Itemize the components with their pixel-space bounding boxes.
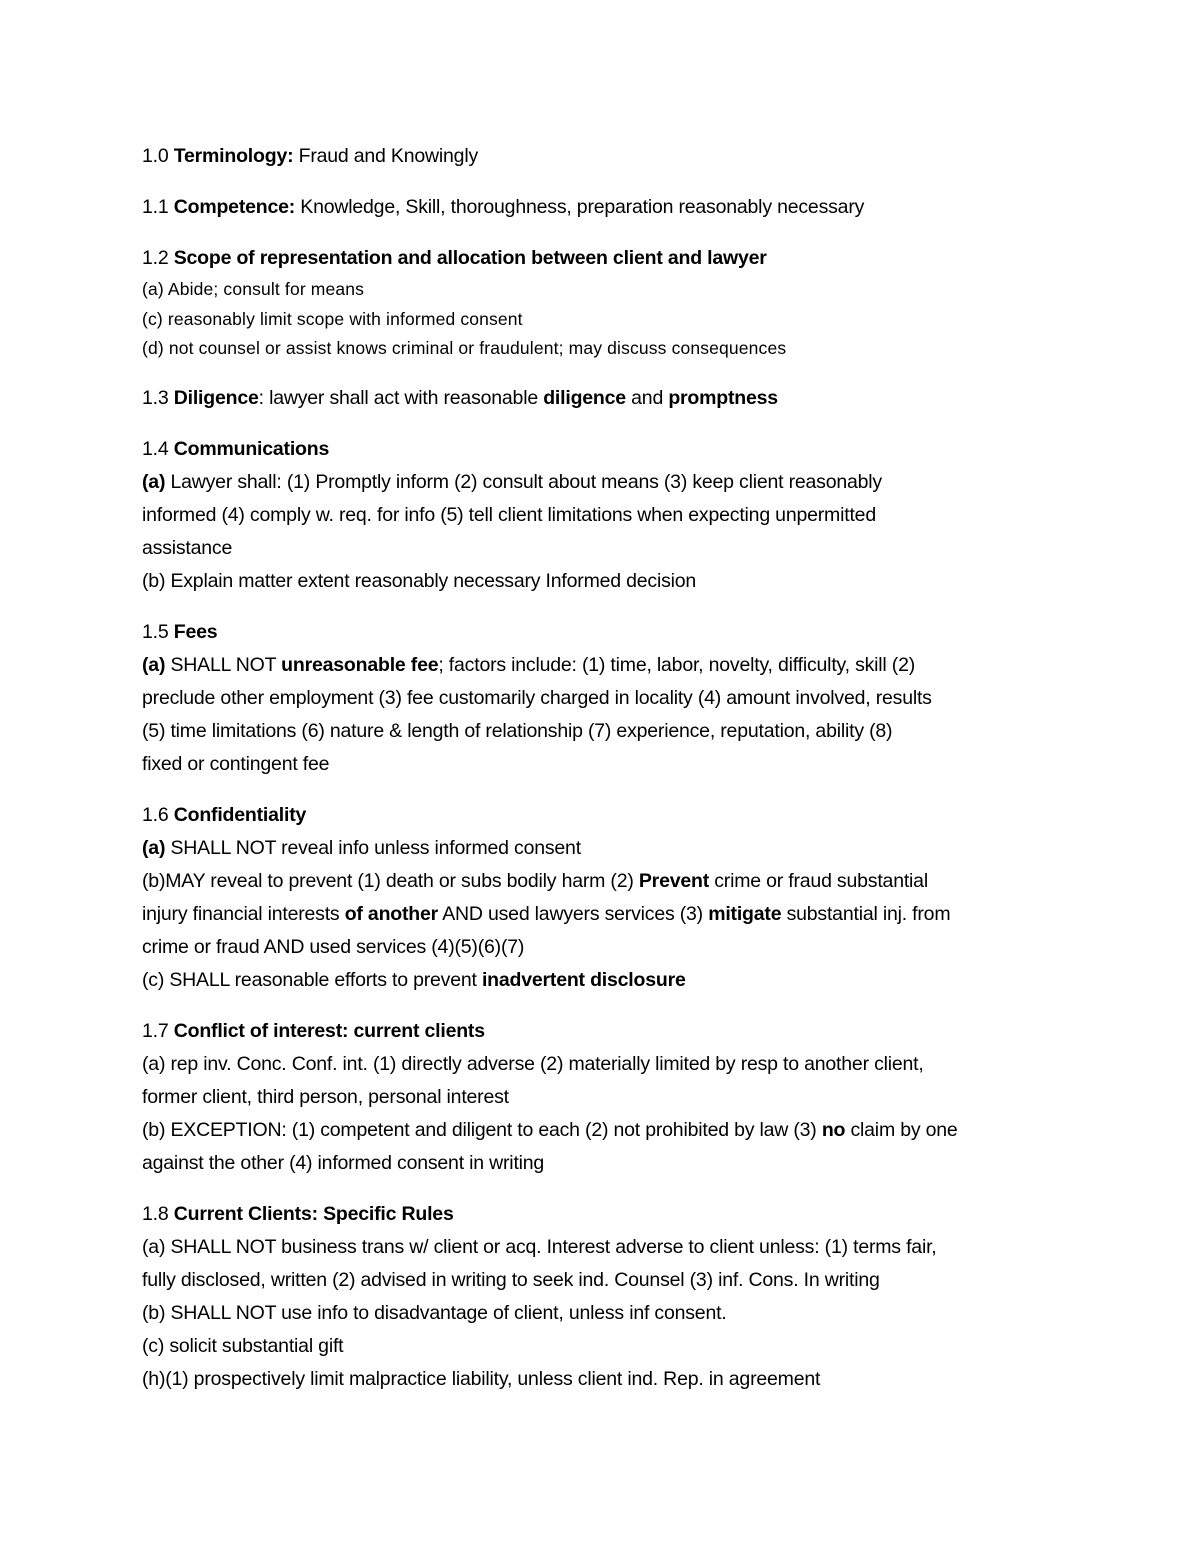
- rule-heading: [142, 1198, 1072, 1231]
- rule-line: assistance: [142, 536, 233, 559]
- section-current-clients-specific-rules: [142, 1198, 1072, 1396]
- rule-text: (b) EXCEPTION: (1) competent and diligent to each (2) not prohibited by law (3): [142, 1118, 822, 1141]
- rule-title: Conflict of interest: current clients: [173, 1019, 485, 1042]
- emphasis-text: promptness: [668, 386, 778, 409]
- rule-title: Current Clients: Specific Rules: [173, 1202, 454, 1225]
- rule-number: 1.4: [142, 437, 174, 460]
- rule-line: (c) solicit substantial gift: [142, 1334, 344, 1357]
- rule-number: 1.5: [142, 620, 174, 643]
- rule-number: 1.7: [142, 1019, 174, 1042]
- rule-line: (b) Explain matter extent reasonably necessary Informed decision: [142, 569, 697, 592]
- rule-line: (a) rep inv. Conc. Conf. int. (1) directly adverse (2) materially limited by resp to another client,: [142, 1052, 924, 1075]
- rule-text: Fraud and Knowingly: [293, 145, 479, 167]
- rule-title: Competence:: [173, 196, 296, 218]
- rule-number: 1.1: [142, 196, 174, 218]
- emphasis-text: diligence: [543, 386, 626, 409]
- rule-line: [142, 649, 1072, 682]
- rule-heading: [142, 433, 1072, 466]
- rule-heading: [142, 242, 1072, 275]
- rule-line: informed (4) comply w. req. for info (5) tell client limitations when expecting unpermitted: [142, 503, 876, 526]
- rule-title: Diligence: [173, 386, 259, 409]
- rule-text: ; factors include: (1) time, labor, novelty, difficulty, skill (2): [438, 653, 916, 676]
- rule-line: former client, third person, personal interest: [142, 1085, 509, 1108]
- section-diligence: [142, 382, 1072, 415]
- rule-line: [142, 832, 1072, 865]
- rule-line: (5) time limitations (6) nature & length of relationship (7) experience, reputation, ability (8): [142, 719, 893, 742]
- section-fees: [142, 616, 1072, 781]
- section-terminology: [142, 140, 1072, 173]
- section-scope: [142, 242, 1072, 364]
- rule-text: injury financial interests: [142, 902, 345, 925]
- rule-number: 1.8: [142, 1202, 174, 1225]
- rule-text: SHALL NOT: [165, 653, 282, 676]
- emphasis-text: no: [821, 1118, 846, 1141]
- rule-text: : lawyer shall act with reasonable: [258, 386, 544, 409]
- rule-line: fixed or contingent fee: [142, 752, 330, 775]
- sub-label: (a): [142, 653, 166, 676]
- rule-line: [142, 1114, 1072, 1147]
- section-conflict-of-interest: [142, 1015, 1072, 1180]
- rule-line: preclude other employment (3) fee customarily charged in locality (4) amount involved, results: [142, 686, 932, 709]
- rule-heading: [142, 1015, 1072, 1048]
- rule-text: (c) SHALL reasonable efforts to prevent: [142, 968, 482, 991]
- rule-text: claim by one: [845, 1118, 958, 1141]
- rule-text: SHALL NOT reveal info unless informed consent: [165, 836, 581, 859]
- sub-item: (d) not counsel or assist knows criminal or fraudulent; may discuss consequences: [142, 338, 787, 358]
- rule-title: Communications: [173, 437, 330, 460]
- rule-number: 1.0: [142, 145, 174, 167]
- rule-line: [142, 898, 1072, 931]
- rule-text: crime or fraud substantial: [709, 869, 928, 892]
- emphasis-text: unreasonable fee: [281, 653, 439, 676]
- rule-line: (a) SHALL NOT business trans w/ client or acq. Interest adverse to client unless: (1) terms fair,: [142, 1235, 937, 1258]
- rule-line: [142, 140, 1072, 173]
- rule-text: AND used lawyers services (3): [438, 902, 709, 925]
- rule-text: and: [625, 386, 669, 409]
- sub-item: (a) Abide; consult for means: [142, 279, 365, 299]
- rule-line: fully disclosed, written (2) advised in writing to seek ind. Counsel (3) inf. Cons. In writing: [142, 1268, 880, 1291]
- rule-text: substantial inj. from: [781, 902, 951, 925]
- emphasis-text: Prevent: [638, 869, 710, 892]
- rule-line: [142, 964, 1072, 997]
- section-confidentiality: [142, 799, 1072, 997]
- rule-heading: [142, 616, 1072, 649]
- rule-line: (b) SHALL NOT use info to disadvantage of client, unless inf consent.: [142, 1301, 727, 1324]
- rule-line: [142, 466, 1072, 499]
- rule-text: Knowledge, Skill, thoroughness, preparation reasonably necessary: [295, 196, 865, 218]
- emphasis-text: mitigate: [708, 902, 782, 925]
- emphasis-text: inadvertent disclosure: [481, 968, 686, 991]
- emphasis-text: of another: [344, 902, 439, 925]
- sub-item: (c) reasonably limit scope with informed consent: [142, 308, 523, 329]
- sub-label: (a): [142, 836, 166, 859]
- rule-number: 1.3: [142, 386, 174, 409]
- rule-title: Scope of representation and allocation between client and lawyer: [173, 247, 767, 269]
- sub-label: (a): [142, 470, 166, 493]
- rule-line: [142, 382, 1072, 415]
- rule-line: (h)(1) prospectively limit malpractice liability, unless client ind. Rep. in agreement: [142, 1367, 821, 1390]
- rule-line: against the other (4) informed consent in writing: [142, 1151, 545, 1174]
- rule-title: Fees: [173, 620, 218, 643]
- rule-number: 1.6: [142, 803, 174, 826]
- section-competence: [142, 191, 1072, 224]
- rule-text: (b)MAY reveal to prevent (1) death or subs bodily harm (2): [142, 869, 639, 892]
- rule-title: Confidentiality: [173, 803, 307, 826]
- rule-text: Lawyer shall: (1) Promptly inform (2) consult about means (3) keep client reasonably: [165, 470, 882, 493]
- rule-heading: [142, 799, 1072, 832]
- document-page: [142, 140, 1072, 1414]
- rule-title: Terminology:: [173, 145, 294, 167]
- rule-line: [142, 191, 1072, 224]
- section-communications: [142, 433, 1072, 598]
- rule-number: 1.2: [142, 247, 174, 269]
- rule-line: crime or fraud AND used services (4)(5)(6)(7): [142, 935, 525, 958]
- rule-line: [142, 865, 1072, 898]
